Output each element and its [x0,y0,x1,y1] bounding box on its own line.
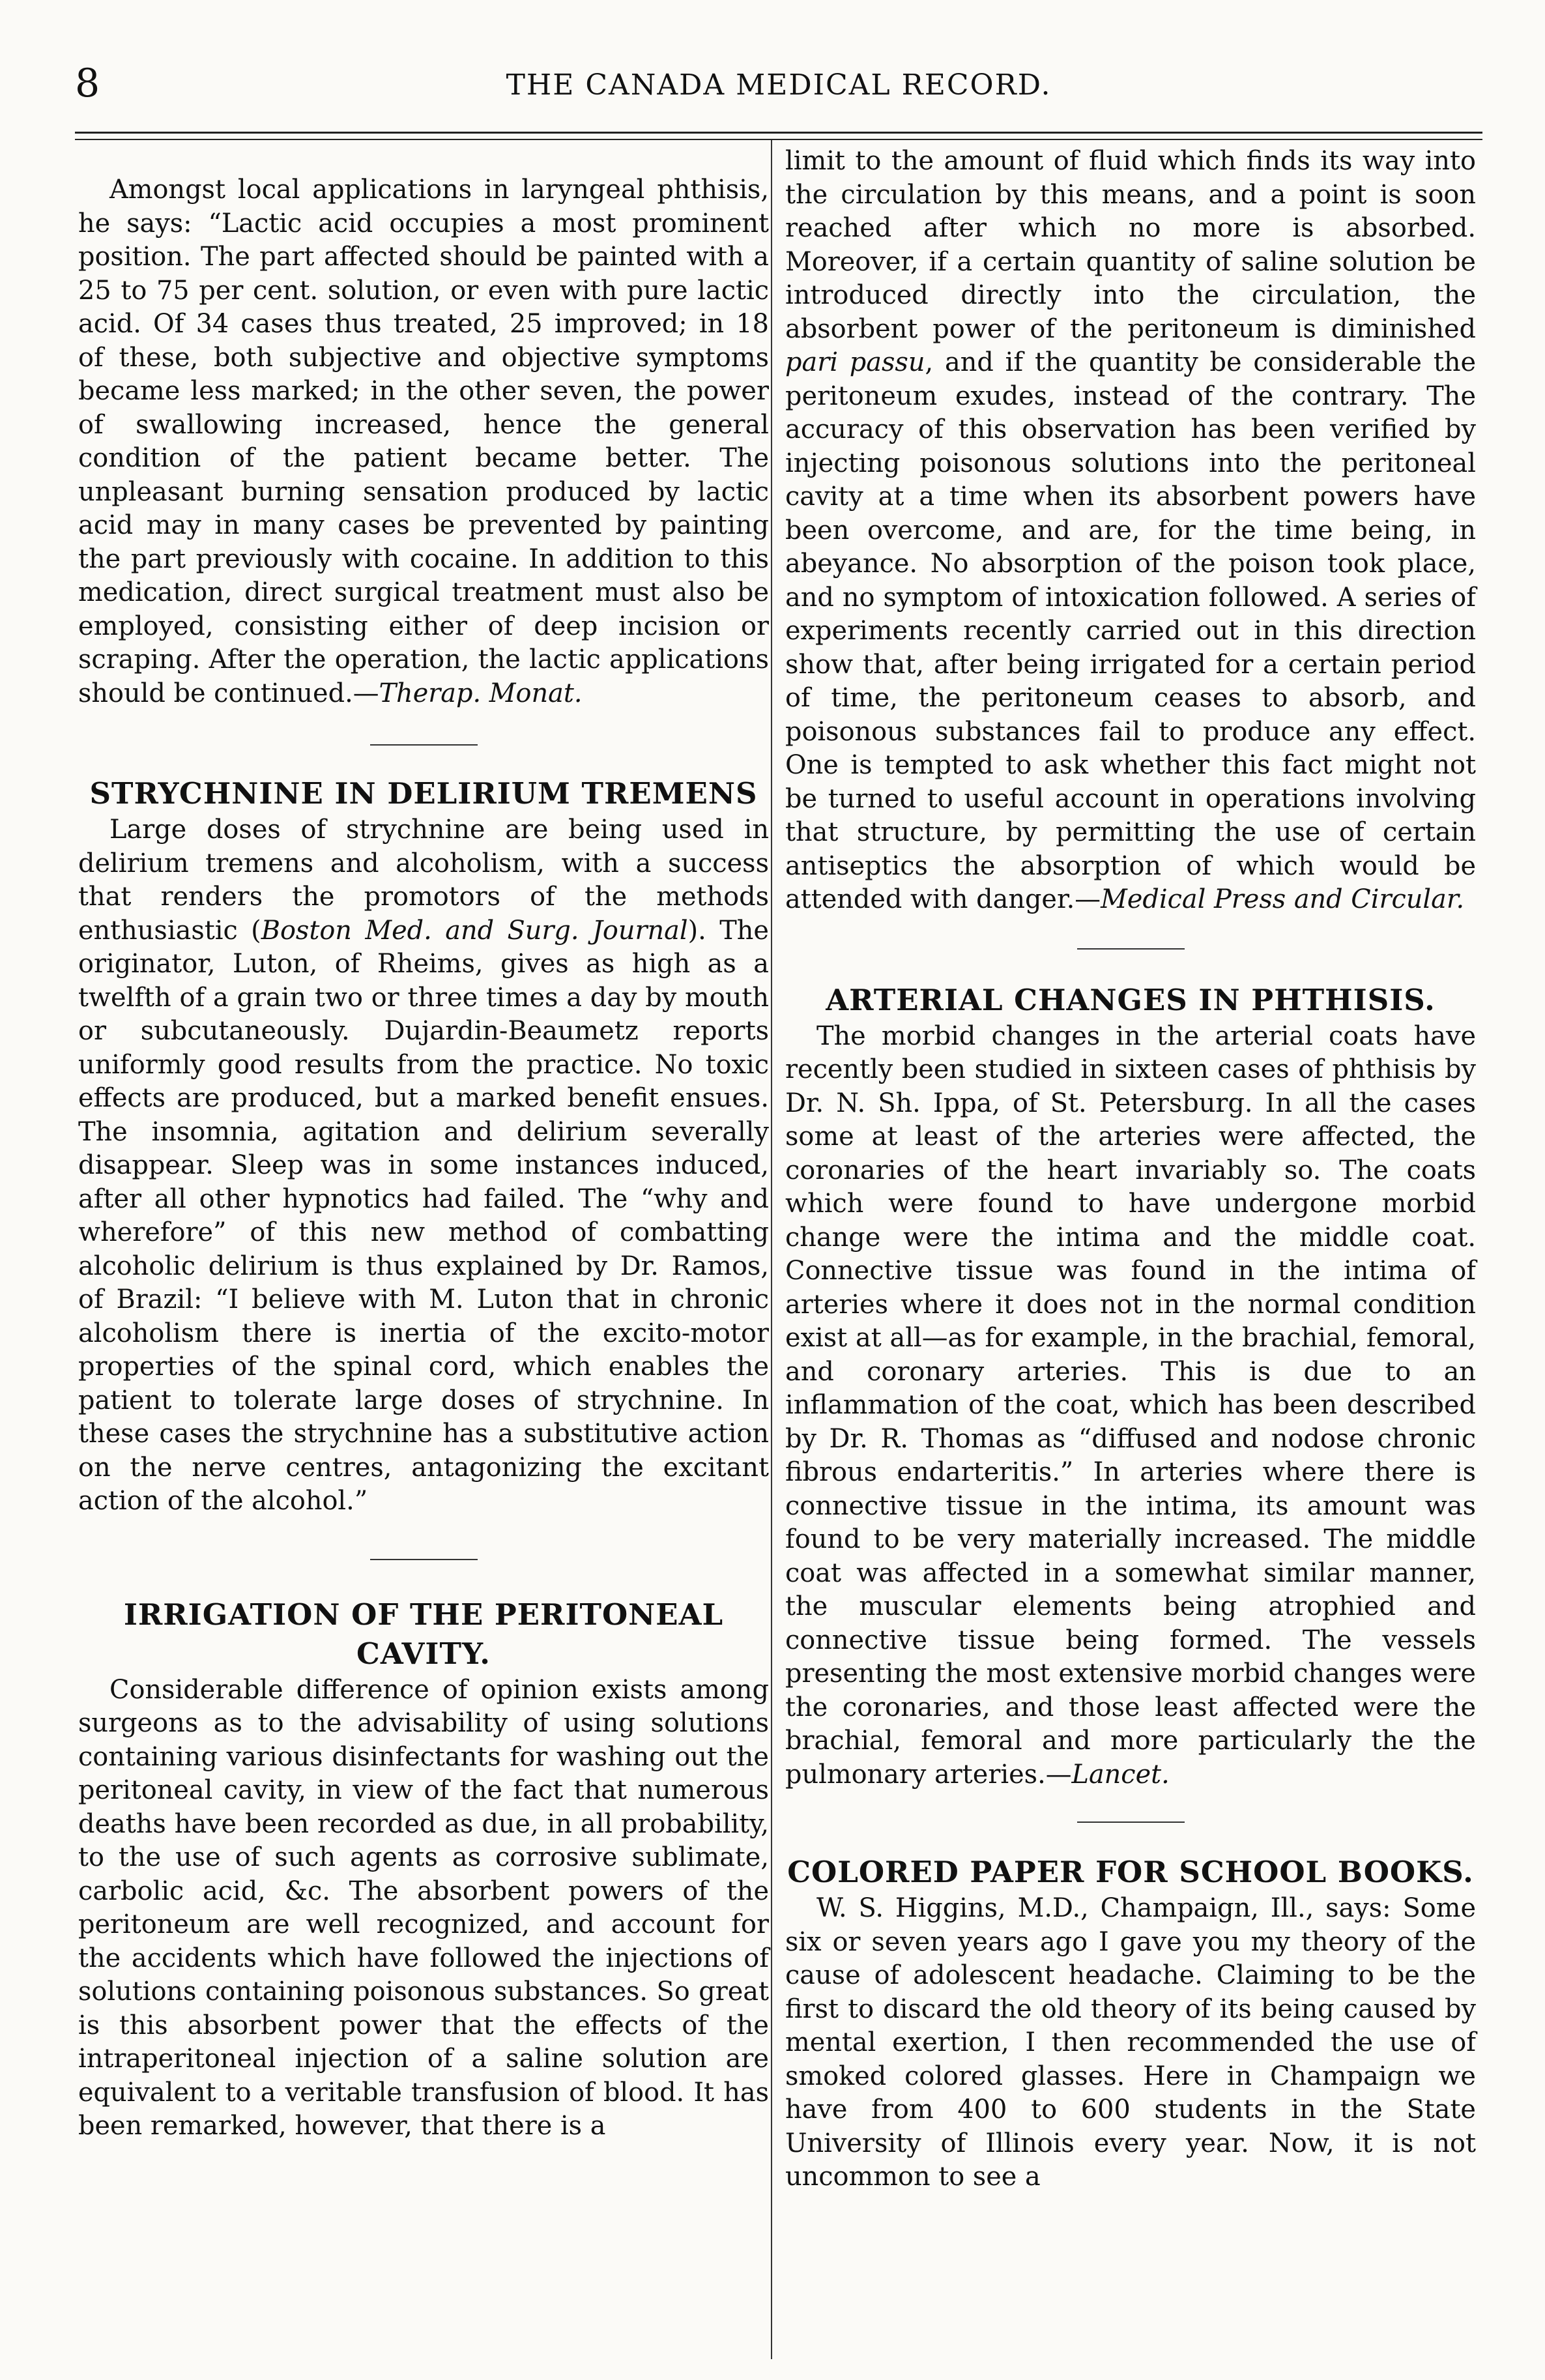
colored-paper-article: W. S. Higgins, M.D., Champaign, Ill., says: Some six or seven years ago I gave you my theory of the cause of adolescent headache. Claiming to be the first to discard the old theory of its being caused by mental exertion, I then recommended the use of smoked colored glasses. Here in Champaign we have from 400 to 600 students in the State University of Illinois every year. Now, it is not uncommon to see a [785,1893,1476,2192]
irrigation-cont-text-a: limit to the amount of fluid which finds its way into the circulation by this means, and a point is soon reached after which no more is absorbed. Moreover, if a certain quantity of saline solution be introduced directly into the circulation, the absorbent power of the peritoneum is diminished [785,146,1476,344]
strychnine-text-a: Large doses of strychnine are being used in delirium tremens and alcoholism, with a success that renders the promotors of the methods enthusiastic ( [78,815,769,946]
strychnine-article [78,813,769,1518]
irrigation-continuation [785,145,1476,917]
section-title-colored-paper: COLORED PAPER FOR SCHOOL BOOKS. [787,1855,1474,1889]
section-title-arterial: ARTERIAL CHANGES IN PHTHISIS. [826,982,1436,1017]
laryngeal-text: Amongst local applications in laryngeal phthisis, he says: “Lactic acid occupies a most prominent position. The part affected should be painted with a 25 to 75 per cent. solution, or even with pure lactic acid. Of 34 cases thus treated, 25 improved; in 18 of these, both subjective and objective symptoms became less marked; in the other seven, the power of swallowing increased, hence the general condition of the patient became better. The unpleasant burning sensation produced by lactic acid may in many cases be prevented by painting the part previously with cocaine. In addition to this medication, direct surgical treatment must also be employed, consisting either of deep incision or scraping. After the operation, the lactic applications should be continued.— [78,175,769,708]
laryngeal-citation: Therap. Monat. [379,678,583,708]
spacer [78,710,769,744]
arterial-article [785,1020,1476,1792]
page-header [75,57,1482,109]
section-title-strychnine: STRYCHNINE IN DELIRIUM TREMENS [89,776,758,811]
laryngeal-article [78,173,769,710]
pari-passu: pari passu [785,347,925,377]
header-rule [75,132,1482,140]
spacer [785,950,1476,981]
section-title-irrigation: IRRIGATION OF THE PERITONEAL CAVITY. [123,1597,724,1671]
spacer [78,1560,769,1595]
irrigation-cont-text-b: , and if the quantity be considerable the peritoneum exudes, instead of the contrary. The accuracy of this observation has been verified by injecting poisonous solutions into the peritoneal cavity at a time when its absorbent powers have been overcome, and are, for the time being, in abeyance. No absorption of the poison took place, and no symptom of intoxication followed. A series of experiments recently carried out in this direction show that, after being irrigated for a certain period of time, the peritoneum ceases to absorb, and poisonous substances fail to produce any effect. One is tempted to ask whether this fact might not be turned to useful account in operations involving that structure, by permitting the use of certain antiseptics the absorption of which would be attended with danger.— [785,347,1477,914]
arterial-citation: Lancet. [1071,1759,1170,1790]
irrigation-citation: Medical Press and Circular. [1101,884,1465,914]
page-number: 8 [75,61,100,106]
strychnine-citation: Boston Med. and Surg. Journal [261,915,688,946]
column-divider [771,140,772,2359]
strychnine-text-b: ). The originator, Luton, of Rheims, gives as high as a twelfth of a grain two or three times a day by mouth or subcutaneously. Dujardin-Beaumetz reports uniformly good results from the practice. No toxic effects are produced, but a marked benefit ensues. The insomnia, agitation and delirium severally disappear. Sleep was in some instances induced, after all other hypnotics had failed. The “why and wherefore” of this new method of combatting alcoholic delirium is thus explained by Dr. Ramos, of Brazil: “I believe with M. Luton that in chronic alcoholism there is inertia of the excito-motor properties of the spinal cord, which enables the patient to tolerate large doses of strychnine. In these cases the strychnine has a substitutive action on the nerve centres, antagonizing the excitant action of the alcohol.” [78,915,769,1516]
irrigation-article: Considerable difference of opinion exists among surgeons as to the advisability of using solutions containing various disinfectants for washing out the peritoneal cavity, in view of the fact that numerous deaths have been recorded as due, in all probability, to the use of such agents as corrosive sublimate, carbolic acid, &c. The absorbent powers of the peritoneum are well recognized, and account for the accidents which have followed the injections of solutions containing poisonous substances. So great is this absorbent power that the effects of the intraperitoneal injection of a saline solution are equivalent to a veritable transfusion of blood. It has been remarked, however, that there is a [78,1674,769,2141]
arterial-text: The morbid changes in the arterial coats have recently been studied in sixteen cases of phthisis by Dr. N. Sh. Ippa, of St. Petersburg. In all the cases some at least of the arteries were affected, the coronaries of the heart invariably so. The coats which were found to have undergone morbid change were the intima and the middle coat. Connective tissue was found in the intima of arteries where it does not in the normal condition exist at all—as for example, in the brachial, femoral, and coronary arteries. This is due to an inflammation of the coat, which has been described by Dr. R. Thomas as “diffused and nodose chronic fibrous endarteritis.” In arteries where there is connective tissue in the intima, its amount was found to be very materially increased. The middle coat was affected in a somewhat similar manner, the muscular elements being atrophied and connective tissue being formed. The vessels presenting the most extensive morbid changes were the coronaries, and those least affected were the brachial, femoral and more particularly the the pulmonary arteries.— [785,1021,1476,1790]
left-column [78,145,769,2143]
spacer [785,1792,1476,1821]
spacer [785,1823,1476,1853]
spacer [785,917,1476,948]
running-title: THE CANADA MEDICAL RECORD. [506,68,1052,102]
spacer [78,746,769,774]
spacer [78,1518,769,1559]
right-column [785,145,1476,2194]
